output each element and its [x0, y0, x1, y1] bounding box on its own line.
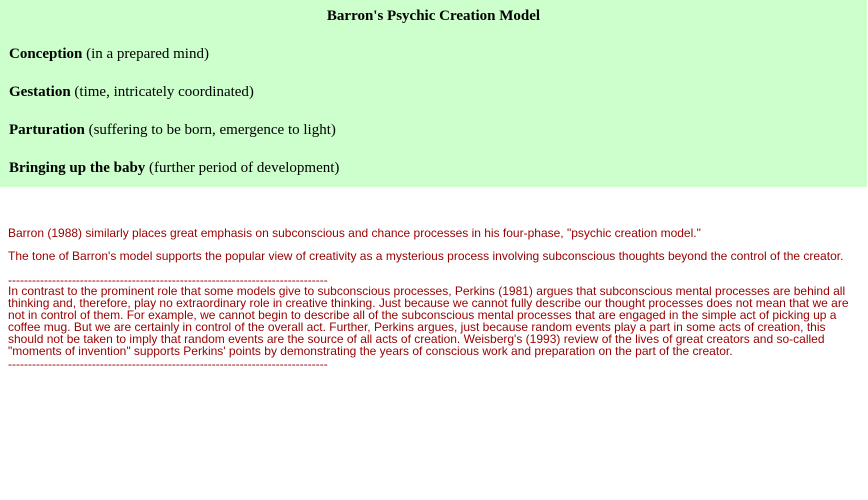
- phase-bringing-up-the-baby: [9, 159, 339, 177]
- phase-description: (in a prepared mind): [82, 46, 209, 62]
- separator-line-top: --------------------------------------------------------------------------------: [8, 274, 328, 286]
- model-title: Barron's Psychic Creation Model: [326, 8, 541, 24]
- phase-gestation: [9, 83, 254, 101]
- perkins-critique-paragraph: In contrast to the prominent role that some models give to subconscious processes, Perkins (1981) argues that subconscious mental processes are behind all thinking and, therefore, play no extraordinary role in creative thinking. Just because we cannot fully describe our thought processes does not mean that we are not in control of them. For example, we cannot begin to describe all of the subconscious mental processes that are engaged in the simple act of picking up a coffee mug. But we are certainly in control of the overall act. Further, Perkins argues, just because random events play a part in some acts of creation, this should not be taken to imply that random events are the source of all acts of creation. Weisberg's (1993) review of the lives of great creators and so-called "moments of invention" supports Perkins' points by demonstrating the years of conscious work and preparation on the part of the creator.: [8, 284, 849, 358]
- phase-name: Gestation: [9, 84, 71, 100]
- barron-paragraph: Barron (1988) similarly places great emphasis on subconscious and chance processes in his four-phase, "psychic creation model.": [8, 226, 701, 240]
- phase-description: (suffering to be born, emergence to light): [84, 122, 336, 138]
- model-box: [0, 0, 867, 187]
- phase-conception: [9, 45, 209, 63]
- separator-line-bottom: --------------------------------------------------------------------------------: [8, 358, 328, 370]
- phase-name: Parturation: [9, 122, 85, 138]
- phase-name: Bringing up the baby: [9, 160, 146, 176]
- phase-parturation: [9, 121, 336, 139]
- phase-name: Conception: [9, 46, 83, 62]
- tone-paragraph: The tone of Barron's model supports the popular view of creativity as a mysterious process involving subconscious thoughts beyond the control of the creator.: [8, 249, 844, 263]
- phase-description: (further period of development): [145, 160, 340, 176]
- phase-description: (time, intricately coordinated): [70, 84, 254, 100]
